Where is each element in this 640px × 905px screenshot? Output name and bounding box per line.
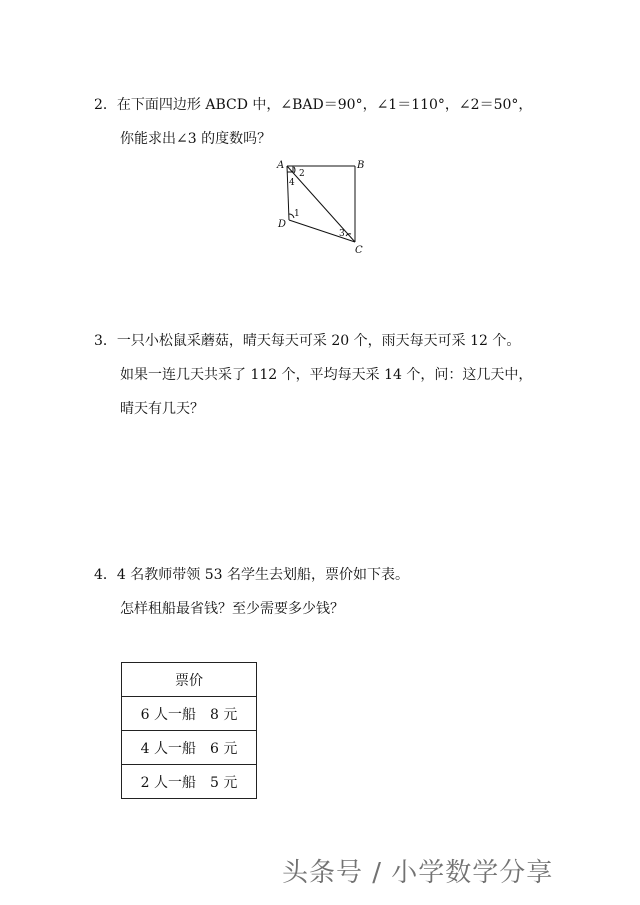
question-2-line-2: 你能求出∠3 的度数吗？: [120, 131, 272, 147]
angle-label-3: 3: [339, 229, 345, 239]
table-cell: 4 人一船 6 元: [122, 731, 257, 765]
question-3-line-1: 3．一只小松鼠采蘑菇，晴天每天可采 20 个，雨天每天可采 12 个。: [94, 333, 521, 349]
table-row: [122, 765, 257, 799]
ticket-price-table: [121, 662, 257, 799]
table-cell: 6 人一船 8 元: [122, 697, 257, 731]
table-cell: 2 人一船 5 元: [122, 765, 257, 799]
quadrilateral-figure: [275, 156, 385, 256]
table-row: [122, 731, 257, 765]
question-4-line-2: 怎样租船最省钱？至少需要多少钱？: [120, 601, 344, 617]
table-row: [122, 663, 257, 697]
table-row: [122, 697, 257, 731]
watermark: 头条号 / 小学数学分享: [282, 858, 554, 888]
vertex-label-c: C: [355, 245, 363, 256]
question-3-line-2: 如果一连几天共采了 112 个，平均每天采 14 个，问：这几天中，: [120, 367, 533, 383]
angle-label-1: 1: [294, 209, 300, 219]
question-3-line-3: 晴天有几天？: [120, 401, 204, 417]
vertex-label-d: D: [278, 219, 287, 230]
table-header-cell: 票价: [122, 663, 257, 697]
question-4-line-1: 4．4 名教师带领 53 名学生去划船，票价如下表。: [94, 567, 409, 583]
vertex-label-b: B: [357, 160, 365, 171]
vertex-label-a: A: [277, 160, 285, 171]
angle-label-4: 4: [289, 178, 295, 188]
question-2-line-1: 2．在下面四边形 ABCD 中，∠BAD＝90°，∠1＝110°，∠2＝50°，: [94, 97, 533, 113]
angle-label-2: 2: [299, 169, 305, 179]
